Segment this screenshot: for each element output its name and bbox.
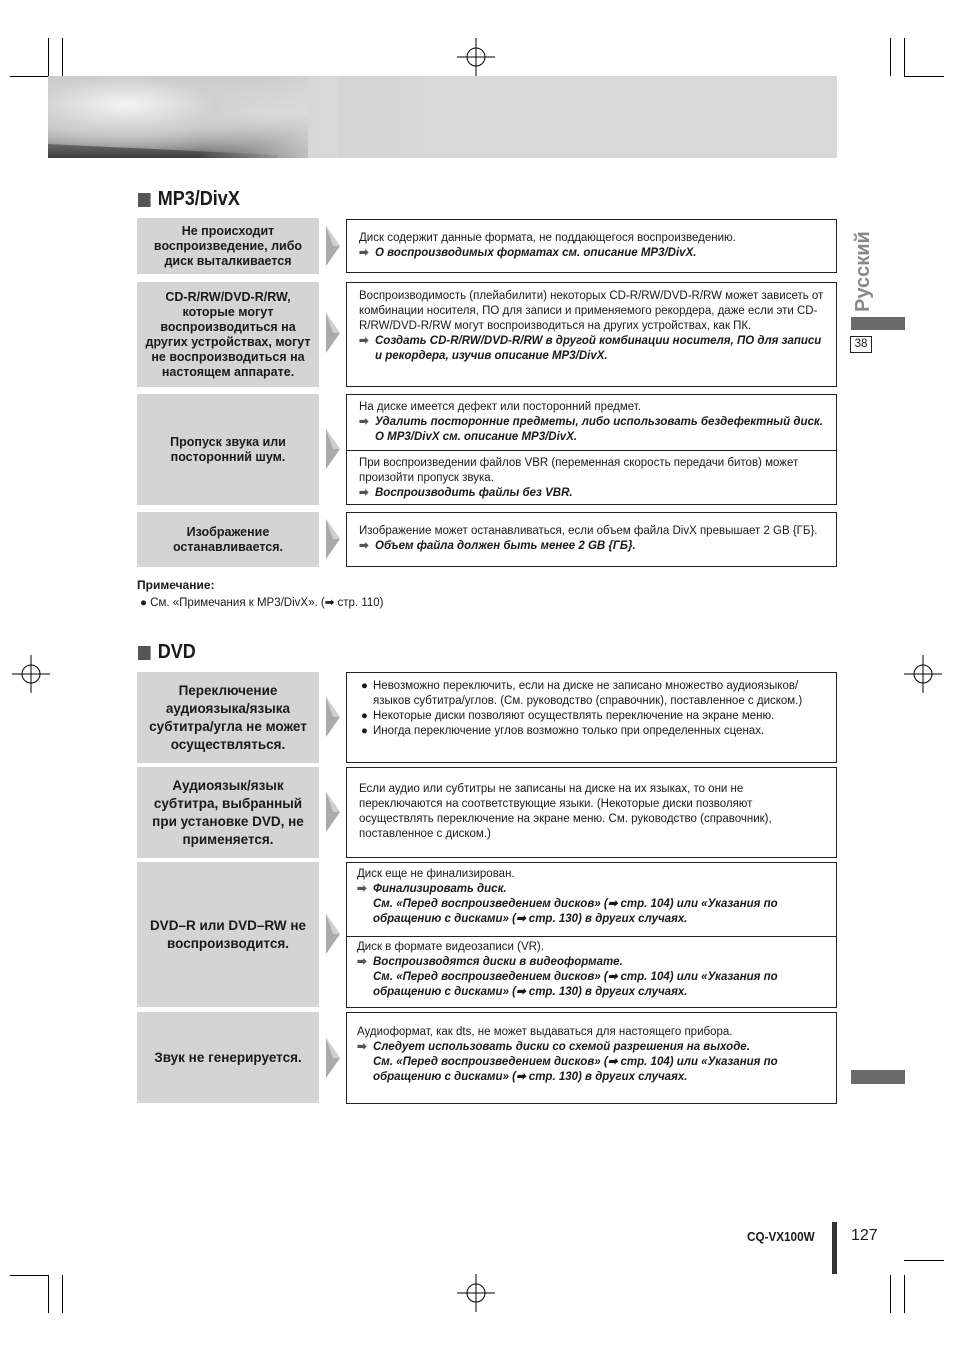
solution-box <box>346 862 837 1008</box>
solution-text: ➡ Объем файла должен быть менее 2 GB {ГБ}. <box>359 540 636 552</box>
problem-cell: DVD–R или DVD–RW не воспроизводится. <box>137 862 319 1007</box>
section-title-mp3: MP3/DivX <box>138 188 240 211</box>
bullet-icon: ● <box>361 680 368 692</box>
problem-cell: Аудиоязык/язык субтитра, выбранный при установке DVD, не применяется. <box>137 767 319 858</box>
solution-box <box>346 394 837 505</box>
cause-text: На диске имеется дефект или посторонний предмет. <box>359 401 641 413</box>
solution-text: ➡ Удалить посторонние предметы, либо использовать бездефектный диск. О MP3/DivX см. описание MP3/DivX. <box>359 416 823 443</box>
registration-mark-icon <box>457 38 495 76</box>
problem-cell: Звук не генерируется. <box>137 1012 319 1103</box>
reference-text: См. «Перед воспроизведением дисков» (➡ стр. 104) или «Указания по обращению с дисками» (➡ стр. 130) в других случаях. <box>373 898 778 925</box>
chevron-right-icon <box>324 224 342 268</box>
chevron-right-icon <box>324 517 342 561</box>
cause-text: Диск еще не финализирован. <box>357 868 515 880</box>
arrow-right-icon: ➡ <box>359 247 369 259</box>
chevron-right-icon <box>324 695 342 739</box>
language-tab-label: Русский <box>852 231 874 312</box>
note-title: Примечание: <box>137 578 215 592</box>
arrow-right-icon: ➡ <box>357 1041 367 1053</box>
solution-box <box>346 767 837 858</box>
solution-text: ➡ Финализировать диск. <box>357 883 507 895</box>
page-reference-box: 38 <box>850 336 872 353</box>
solution-text: ➡ О воспроизводимых форматах см. описание MP3/DivX. <box>359 247 697 259</box>
solution-text: ➡ Воспроизводятся диски в видеоформате. <box>357 956 623 968</box>
cause-text: Если аудио или субтитры не записаны на диске на их языках, то они не переключаются на соответствующие языки. (Некоторые диски позволяют осуществлять переключение на экране меню. См. руководство (справочник), поставленное с диском.) <box>359 783 772 840</box>
chevron-right-icon <box>324 1036 342 1080</box>
problem-cell: Изображение останавливается. <box>137 512 319 567</box>
cause-text: Диск в формате видеозаписи (VR). <box>357 941 544 953</box>
registration-mark-icon <box>457 1274 495 1312</box>
language-tab-bar <box>851 317 905 330</box>
chevron-right-icon <box>324 427 342 471</box>
solution-box <box>346 282 837 387</box>
list-item: ● Некоторые диски позволяют осуществлять переключение на экране меню. <box>361 710 775 722</box>
cause-text: Воспроизводимость (плейабилити) некоторых CD-R/RW/DVD-R/RW может зависеть от комбинации носителя, ПО для записи и применяемого рекордера, даже если эти CD-R/RW/DVD-R/RW могут воспроизводиться на других устройствах, как ПК. <box>359 290 824 332</box>
arrow-right-icon: ➡ <box>359 487 369 499</box>
side-tab-bar <box>851 1070 905 1084</box>
problem-cell: Не происходит воспроизведение, либо диск выталкивается <box>137 218 319 274</box>
square-bullet-icon <box>138 646 151 660</box>
solution-text: ➡ Следует использовать диски со схемой разрешения на выходе. <box>357 1041 750 1053</box>
solution-text: ➡ Воспроизводить файлы без VBR. <box>359 487 573 499</box>
cause-text: При воспроизведении файлов VBR (переменная скорость передачи битов) может произойти пропуск звука. <box>359 457 799 484</box>
arrow-right-icon: ➡ <box>359 335 369 347</box>
reference-text: См. «Перед воспроизведением дисков» (➡ стр. 104) или «Указания по обращению с дисками» (➡ стр. 130) в других случаях. <box>373 1056 778 1083</box>
list-item: ● Невозможно переключить, если на диске не записано множество аудиоязыков/языков субтитра/углов. (См. руководство (справочник), поставленное с диском.) <box>361 680 803 707</box>
section-title-dvd: DVD <box>138 641 196 664</box>
bullet-icon: ● <box>361 710 368 722</box>
arrow-right-icon: ➡ <box>357 956 367 968</box>
problem-cell: CD-R/RW/DVD-R/RW, которые могут воспроизводиться на других устройствах, могут не воспроизводиться на настоящем аппарате. <box>137 282 319 387</box>
solution-text: ➡ Создать CD-R/RW/DVD-R/RW в другой комбинации носителя, ПО для записи и рекордера, изучив описание MP3/DivX. <box>359 335 822 362</box>
chevron-right-icon <box>324 912 342 956</box>
cause-text: Изображение может останавливаться, если объем файла DivX превышает 2 GB {ГБ}. <box>359 525 818 537</box>
cause-text: Аудиоформат, как dts, не может выдаваться для настоящего прибора. <box>357 1026 733 1038</box>
header-banner-image <box>48 76 837 158</box>
problem-cell: Переключение аудиоязыка/языка субтитра/угла не может осуществляться. <box>137 672 319 763</box>
page-number: 127 <box>851 1227 878 1244</box>
arrow-right-icon: ➡ <box>359 416 369 428</box>
bullet-icon: ● <box>361 725 368 737</box>
solution-box <box>346 512 837 567</box>
square-bullet-icon <box>138 193 151 207</box>
solution-box <box>346 1012 837 1104</box>
problem-cell: Пропуск звука или посторонний шум. <box>137 394 319 505</box>
chevron-right-icon <box>324 311 342 355</box>
model-name: CQ-VX100W <box>747 1229 815 1244</box>
footer-divider <box>832 1222 837 1274</box>
note-text: ● См. «Примечания к MP3/DivX». (➡ стр. 110) <box>140 597 384 609</box>
bullet-icon: ● <box>140 597 147 609</box>
list-item: ● Иногда переключение углов возможно только при определенных сценах. <box>361 725 765 737</box>
registration-mark-icon <box>904 655 942 693</box>
solution-box <box>346 672 837 763</box>
solution-box <box>346 219 837 273</box>
arrow-right-icon: ➡ <box>357 883 367 895</box>
cause-text: Диск содержит данные формата, не поддающегося воспроизведению. <box>359 232 736 244</box>
chevron-right-icon <box>324 790 342 834</box>
reference-text: См. «Перед воспроизведением дисков» (➡ стр. 104) или «Указания по обращению с дисками» (➡ стр. 130) в других случаях. <box>373 971 778 998</box>
registration-mark-icon <box>12 655 50 693</box>
arrow-right-icon: ➡ <box>359 540 369 552</box>
